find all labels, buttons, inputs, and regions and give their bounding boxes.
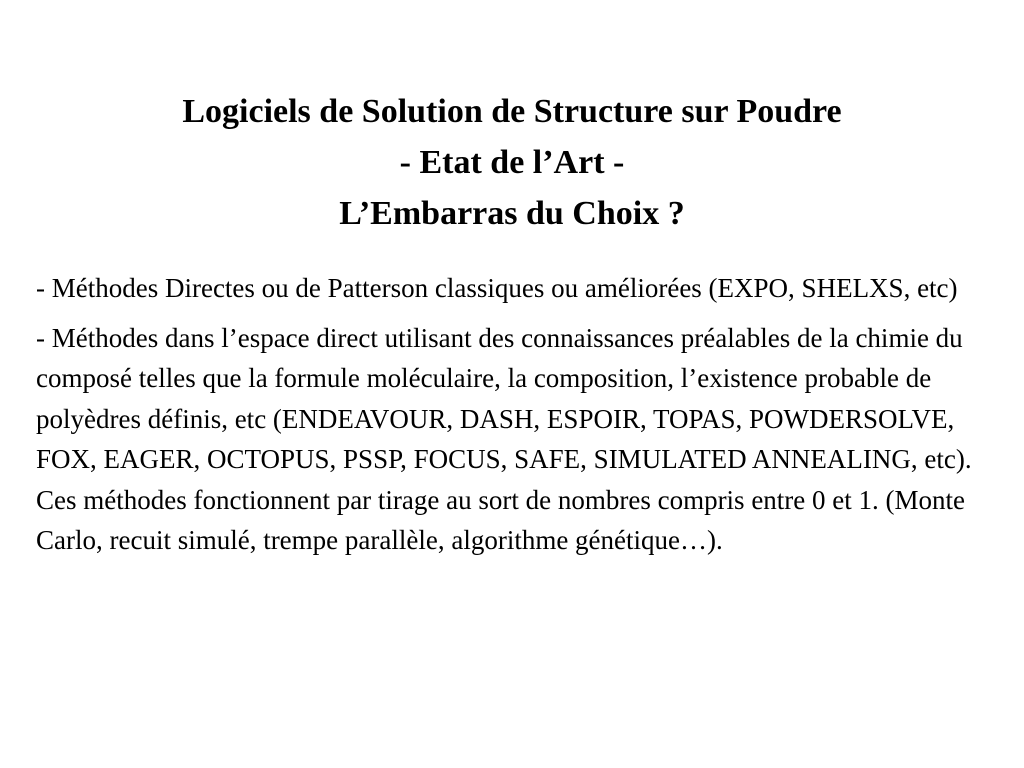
- bullet-paragraph-2: - Méthodes dans l’espace direct utilisant des connaissances préalables de la chimie du composé telles que la formule moléculaire, la composition, l’existence probable de polyèdres définis, etc (ENDEAVOUR, DASH, ESPOIR, TOPAS, POWDERSOLVE, FOX, EAGER, OCTOPUS, PSSP, FOCUS, SAFE, SIMULATED ANNEALING, etc). Ces méthodes fonctionnent par tirage au sort de nombres compris entre 0 et 1. (Monte Carlo, recuit simulé, trempe parallèle, algorithme génétique…).: [36, 322, 972, 555]
- slide-title: [0, 86, 1024, 239]
- bullet-paragraph-1: - Méthodes Directes ou de Patterson classiques ou améliorées (EXPO, SHELXS, etc): [36, 273, 958, 303]
- title-line-1: Logiciels de Solution de Structure sur Poudre: [182, 93, 842, 130]
- slide-body: [36, 268, 1004, 570]
- title-line-2: - Etat de l’Art -: [399, 144, 625, 181]
- title-line-3: L’Embarras du Choix ?: [339, 195, 685, 232]
